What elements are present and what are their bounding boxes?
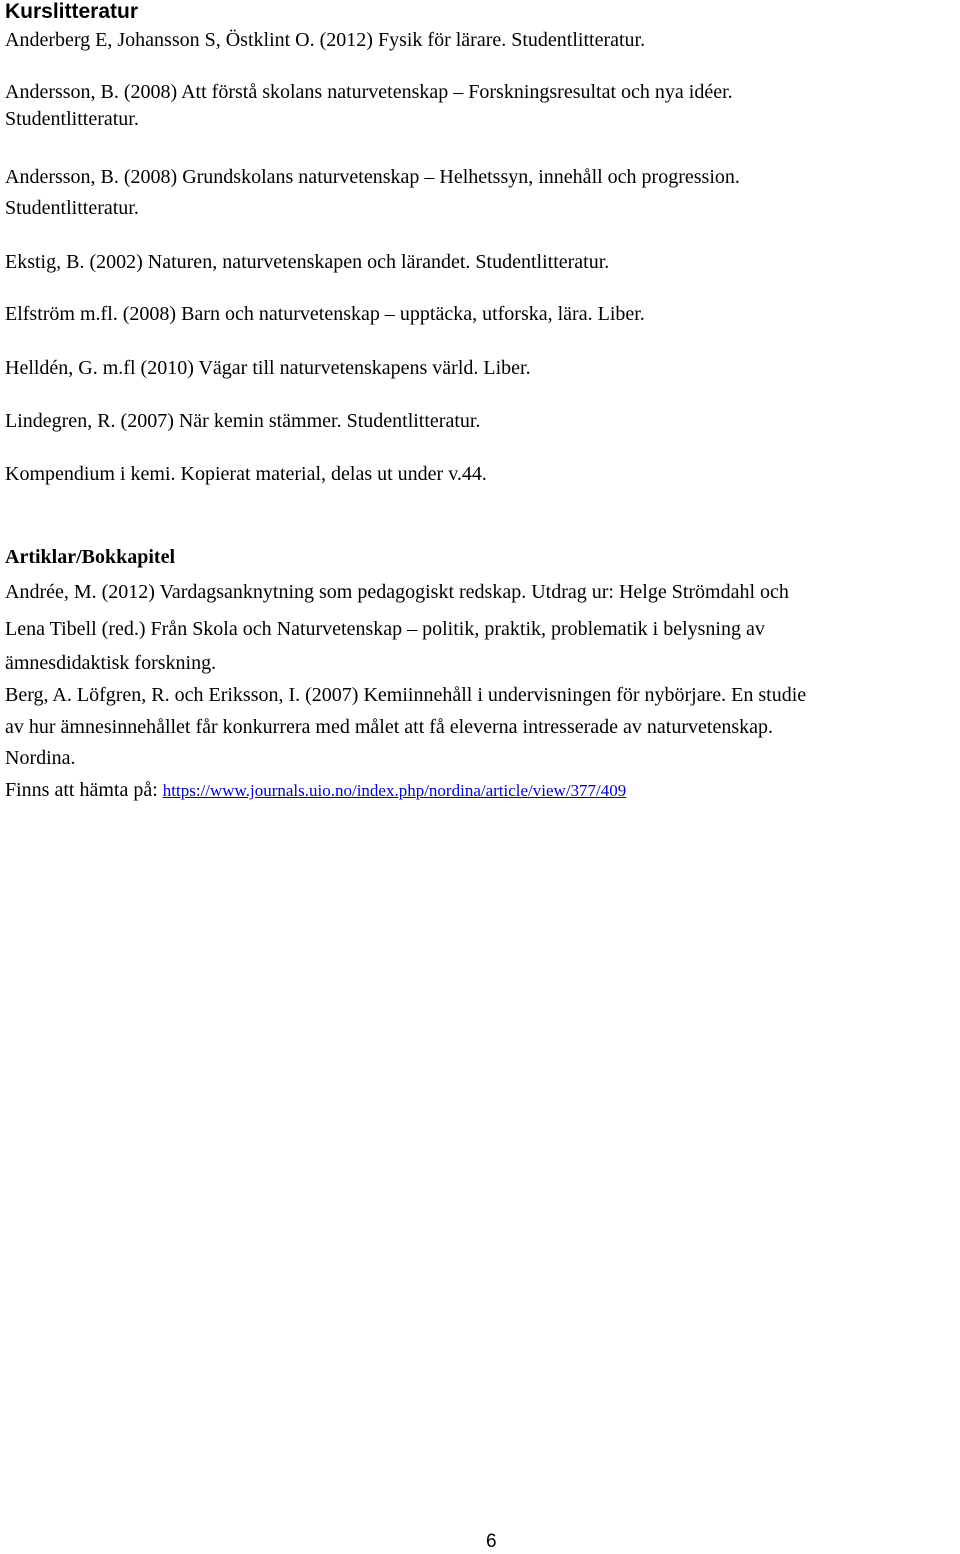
reference-line: Kompendium i kemi. Kopierat material, delas ut under v.44.: [5, 463, 487, 485]
heading-artiklar-bokkapitel: Artiklar/Bokkapitel: [5, 546, 176, 568]
reference-line: Anderberg E, Johansson S, Östklint O. (2012) Fysik för lärare. Studentlitteratur.: [5, 29, 646, 51]
page-number: 6: [486, 1531, 497, 1552]
reference-line: Studentlitteratur.: [5, 197, 139, 219]
reference-line: Elfström m.fl. (2008) Barn och naturvetenskap – upptäcka, utforska, lära. Liber.: [5, 303, 645, 325]
availability-label: Finns att hämta på:: [5, 779, 158, 801]
availability-line: [5, 778, 626, 803]
reference-line: Studentlitteratur.: [5, 108, 139, 130]
article-line: Lena Tibell (red.) Från Skola och Naturvetenskap – politik, praktik, problematik i belysning av: [5, 618, 765, 640]
article-line: av hur ämnesinnehållet får konkurrera med målet att få eleverna intresserade av naturvetenskap.: [5, 716, 773, 738]
article-line: ämnesdidaktisk forskning.: [5, 652, 217, 674]
reference-line: Ekstig, B. (2002) Naturen, naturvetenskapen och lärandet. Studentlitteratur.: [5, 251, 610, 273]
reference-line: Andersson, B. (2008) Grundskolans naturvetenskap – Helhetssyn, innehåll och progression.: [5, 166, 740, 188]
article-line: Nordina.: [5, 747, 76, 769]
journal-link[interactable]: https://www.journals.uio.no/index.php/nordina/article/view/377/409: [162, 781, 627, 800]
heading-kurslitteratur: Kurslitteratur: [5, 0, 139, 23]
article-line: Berg, A. Löfgren, R. och Eriksson, I. (2007) Kemiinnehåll i undervisningen för nybörjare. En studie: [5, 684, 807, 706]
reference-line: Andersson, B. (2008) Att förstå skolans naturvetenskap – Forskningsresultat och nya idéer.: [5, 81, 733, 103]
reference-line: Helldén, G. m.fl (2010) Vägar till naturvetenskapens värld. Liber.: [5, 357, 531, 379]
reference-line: Lindegren, R. (2007) När kemin stämmer. Studentlitteratur.: [5, 410, 481, 432]
article-line: Andrée, M. (2012) Vardagsanknytning som pedagogiskt redskap. Utdrag ur: Helge Strömdahl och: [5, 581, 789, 603]
